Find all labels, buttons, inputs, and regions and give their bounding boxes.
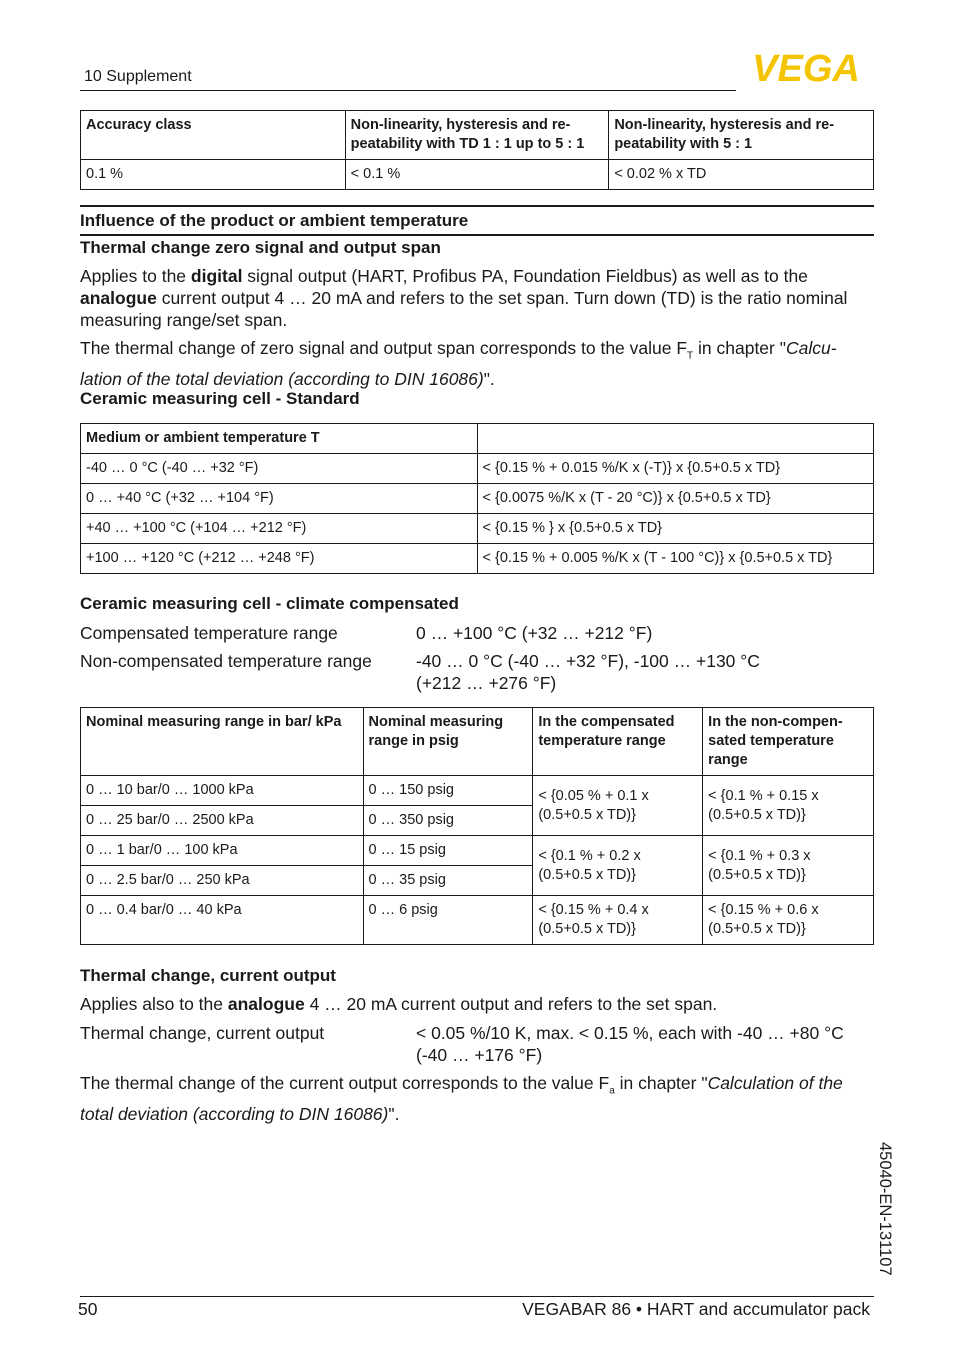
- text-run: Applies also to the: [80, 994, 228, 1014]
- thermal-heading: Thermal change zero signal and output span: [80, 238, 441, 257]
- text-run: current output 4 … 20 mA and refers to the set span. Turn down (TD) is the ratio nominal measuring range/set span.: [80, 288, 848, 330]
- standard-heading: Ceramic measuring cell - Standard: [80, 389, 360, 408]
- subscript: a: [609, 1085, 615, 1097]
- table-row: [81, 896, 874, 945]
- table-cell: < {0.15 % } x {0.5+0.5 x TD}: [477, 514, 873, 544]
- table-header-cell: Non-linearity, hysteresis and re-peatability with TD 1 : 1 up to 5 : 1: [345, 111, 609, 160]
- text-bold: analogue: [80, 288, 157, 308]
- table-header-cell: In the non-compen-sated temperature range: [703, 708, 874, 776]
- table-cell: 0 … 350 psig: [363, 806, 533, 836]
- table-cell: < {0.1 % + 0.2 x (0.5+0.5 x TD)}: [533, 836, 703, 896]
- current-heading: Thermal change, current output: [80, 966, 336, 985]
- table-cell: 0 … 25 bar/0 … 2500 kPa: [81, 806, 364, 836]
- table-header-cell: Medium or ambient temperature T: [81, 424, 478, 454]
- text-run: 4 … 20 mA current output and refers to the set span.: [304, 994, 718, 1014]
- table-cell: +100 … +120 °C (+212 … +248 °F): [81, 544, 478, 574]
- table-header-row: [81, 424, 874, 454]
- spec-label: Compensated temperature range: [80, 623, 338, 643]
- table-cell: 0 … 2.5 bar/0 … 250 kPa: [81, 866, 364, 896]
- table-cell: < {0.1 % + 0.3 x (0.5+0.5 x TD)}: [703, 836, 874, 896]
- page-number: 50: [78, 1299, 98, 1319]
- text-bold: digital: [190, 266, 243, 286]
- header-rule: [80, 90, 736, 91]
- table-cell: 0 … 10 bar/0 … 1000 kPa: [81, 776, 364, 806]
- table-row: [81, 544, 874, 574]
- spec-value: < 0.05 %/10 K, max. < 0.15 %, each with -40 … +80 °C (-40 … +176 °F): [416, 1023, 844, 1065]
- spec-value: -40 … 0 °C (-40 … +32 °F), -100 … +130 °C (+212 … +276 °F): [416, 651, 760, 693]
- table-row: [81, 776, 874, 806]
- climate-heading: Ceramic measuring cell - climate compensated: [80, 594, 459, 613]
- table-cell: 0 … +40 °C (+32 … +104 °F): [81, 484, 478, 514]
- section-rule-bottom: [80, 234, 874, 236]
- table-header-cell: Nominal measuring range in bar/ kPa: [81, 708, 364, 776]
- climate-table: [80, 707, 874, 945]
- accuracy-table: [80, 110, 874, 190]
- text-run: ".: [483, 368, 495, 389]
- section-label: 10 Supplement: [84, 68, 192, 85]
- paragraph-applies: [80, 265, 870, 331]
- spec-value: 0 … +100 °C (+32 … +212 °F): [416, 623, 653, 643]
- text-run: The thermal change of zero signal and output span corresponds to the value F: [80, 338, 688, 358]
- table-cell: 0 … 0.4 bar/0 … 40 kPa: [81, 896, 364, 945]
- table-cell: < {0.15 % + 0.015 %/K x (-T)} x {0.5+0.5 x TD}: [477, 454, 873, 484]
- table-row: [81, 836, 874, 866]
- subscript: T: [687, 350, 694, 362]
- table-cell: 0.1 %: [81, 160, 346, 190]
- table-cell: 0 … 6 psig: [363, 896, 533, 945]
- influence-heading: Influence of the product or ambient temperature: [80, 211, 469, 230]
- text-run: signal output (HART, Profibus PA, Foundation Fieldbus) as well as to the: [242, 266, 808, 286]
- table-cell: < {0.1 % + 0.15 x (0.5+0.5 x TD)}: [703, 776, 874, 836]
- table-header-row: [81, 111, 874, 160]
- table-row: [81, 454, 874, 484]
- footer-rule: [80, 1296, 874, 1297]
- table-header-cell: Non-linearity, hysteresis and re-peatability with 5 : 1: [609, 111, 874, 160]
- paragraph-fa-reference: [80, 1072, 870, 1125]
- text-run: in chapter ": [693, 338, 786, 358]
- table-cell: +40 … +100 °C (+104 … +212 °F): [81, 514, 478, 544]
- table-cell: < 0.02 % x TD: [609, 160, 874, 190]
- chapter-reference: Calcu-lation of the total deviation (according to DIN 16086): [80, 338, 837, 389]
- logo-text: VEGA: [752, 50, 860, 84]
- table-header-row: [81, 708, 874, 776]
- table-cell: < {0.15 % + 0.4 x (0.5+0.5 x TD)}: [533, 896, 703, 945]
- table-cell: < {0.15 % + 0.005 %/K x (T - 100 °C)} x {0.5+0.5 x TD}: [477, 544, 873, 574]
- text-run: in chapter ": [614, 1073, 708, 1093]
- text-run: Applies to the: [80, 266, 191, 286]
- paragraph-analogue: [80, 993, 870, 1015]
- table-cell: 0 … 15 psig: [363, 836, 533, 866]
- vega-logo: [740, 50, 872, 84]
- table-cell: -40 … 0 °C (-40 … +32 °F): [81, 454, 478, 484]
- table-header-cell: Accuracy class: [81, 111, 346, 160]
- spec-label: Thermal change, current output: [80, 1023, 325, 1043]
- product-name: VEGABAR 86 • HART and accumulator pack: [522, 1299, 870, 1319]
- table-cell: 0 … 150 psig: [363, 776, 533, 806]
- document-number: [866, 1142, 906, 1292]
- spec-label: Non-compensated temperature range: [80, 651, 372, 671]
- text-run: ".: [388, 1103, 400, 1124]
- table-cell: < 0.1 %: [345, 160, 609, 190]
- table-cell: 0 … 1 bar/0 … 100 kPa: [81, 836, 364, 866]
- table-row: [81, 160, 874, 190]
- table-cell: 0 … 35 psig: [363, 866, 533, 896]
- table-cell: < {0.15 % + 0.6 x (0.5+0.5 x TD)}: [703, 896, 874, 945]
- table-row: [81, 514, 874, 544]
- table-row: [81, 484, 874, 514]
- section-rule-top: [80, 205, 874, 207]
- table-header-cell: [477, 424, 873, 454]
- table-header-cell: In the compensated temperature range: [533, 708, 703, 776]
- text-run: The thermal change of the current output corresponds to the value F: [80, 1073, 610, 1093]
- document-number-text: 45040-EN-131107: [876, 1142, 894, 1276]
- table-cell: < {0.05 % + 0.1 x (0.5+0.5 x TD)}: [533, 776, 703, 836]
- standard-table: [80, 423, 874, 574]
- paragraph-ft-reference: [80, 337, 870, 390]
- table-header-cell: Nominal measuring range in psig: [363, 708, 533, 776]
- chapter-reference: Calculation of the total deviation (according to DIN 16086): [80, 1073, 843, 1124]
- text-bold: analogue: [227, 994, 305, 1014]
- table-cell: < {0.0075 %/K x (T - 20 °C)} x {0.5+0.5 x TD}: [477, 484, 873, 514]
